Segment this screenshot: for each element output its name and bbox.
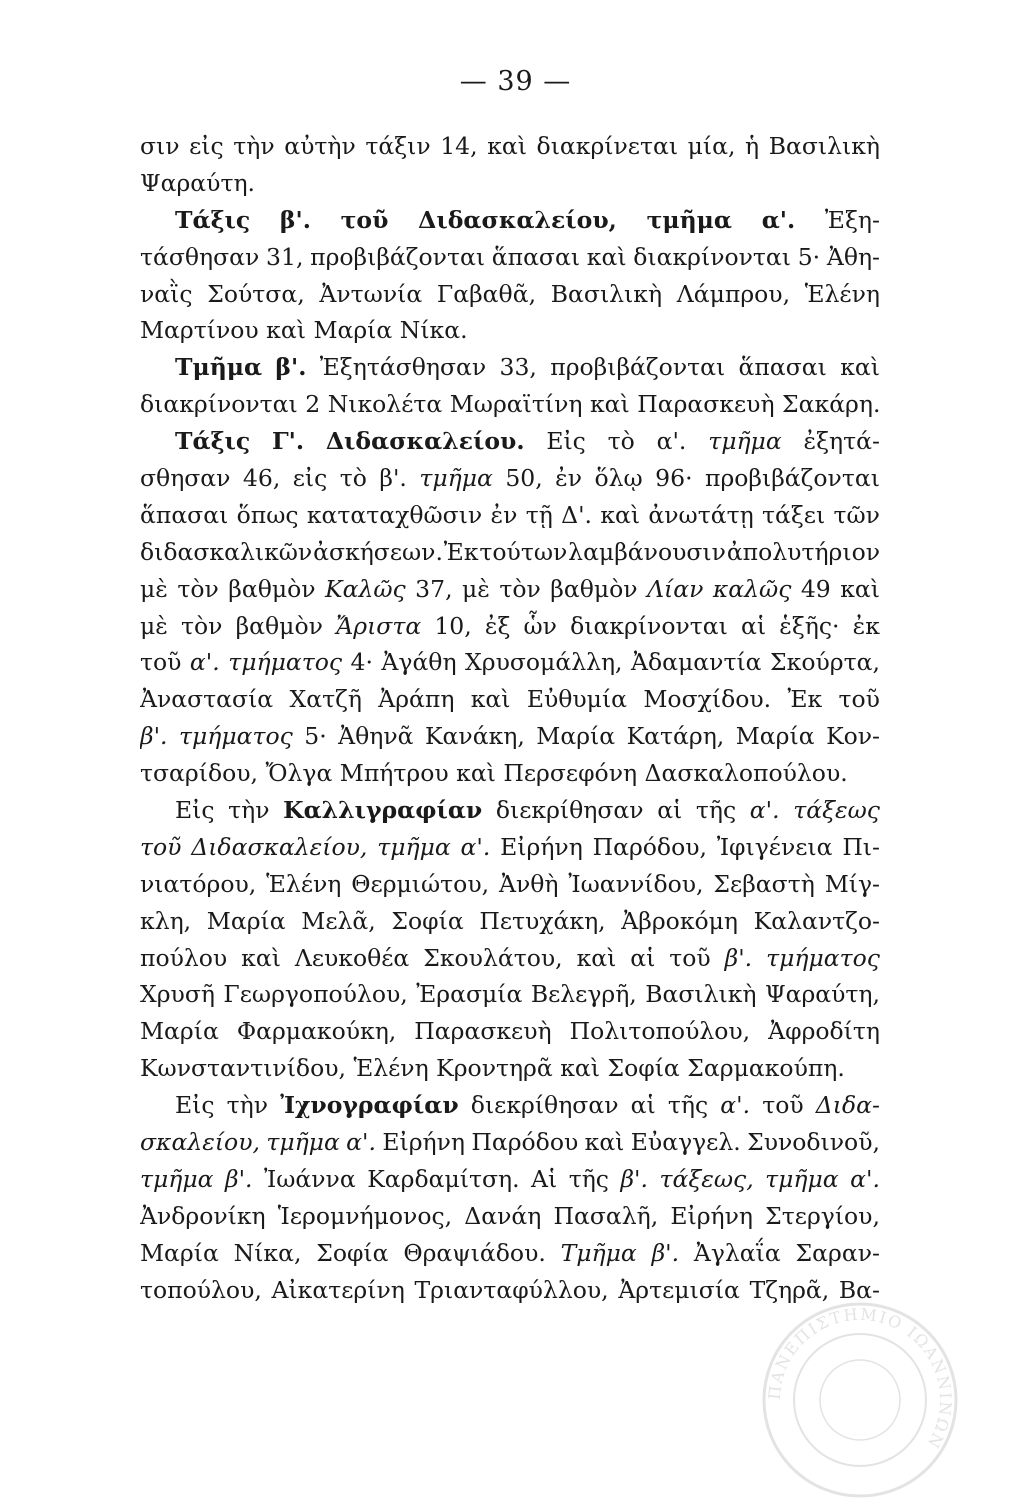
word: Ἑλένη [353,1054,429,1083]
word: Ψαραύτη, [764,980,880,1009]
word: προβιβάζονται [550,353,726,382]
text-line [140,571,880,608]
word: ὅλῳ [594,464,643,493]
word: Βασιλικὴ [550,279,663,308]
word: καλῶς [712,574,792,603]
word: Μαρία [206,906,286,935]
word: μὲ [462,574,490,603]
word: διακρίνονται [633,242,792,271]
word: Λίαν [647,574,704,603]
word: α'. [749,796,780,825]
word: εἰς [189,132,224,160]
word: τῶν [833,500,880,529]
word: ἅπασαι [491,242,581,271]
word: Ἐκ [787,685,823,714]
word: Τμῆμα [560,1238,637,1267]
word: Μωραϊτίνη [449,390,583,419]
word: Δασκαλοπούλου. [644,759,848,788]
word: Ἀρτεμισία [618,1275,740,1304]
word: Εἰρήνη [382,1128,465,1157]
seal-text: ΠΑΝΕΠΙΣΤΗΜΙΟ ΙΩΑΝΝΙΝΩΝ [764,1304,956,1453]
text-line [140,386,880,423]
word: Εἰς [175,1091,215,1120]
word: διακρίνονται [140,390,298,419]
word: Ἰφιγένεια [716,832,833,861]
word: τοῦ [669,943,711,972]
word: τοῦ [838,685,880,714]
word: Εἰς [546,427,586,456]
word: Πολιτοπούλου, [569,1017,751,1046]
text-line [140,608,880,645]
word: αἱ [630,943,656,972]
word: Ἱερομνήμονος, [277,1201,453,1230]
word: Παρασκευὴ [414,1017,552,1046]
word: ὅπως [236,500,299,529]
word: μὲ [140,611,168,640]
word: καὶ [584,1128,625,1157]
word: β'. [279,205,311,234]
word: Ἐξη- [824,205,880,234]
word: Μελᾶ, [301,906,376,935]
word: τὸν [177,574,219,603]
word: καὶ [600,500,641,529]
word: Μίγ- [824,869,880,898]
library-seal-watermark [760,1300,960,1500]
word: Σακάρη. [782,390,880,419]
word: Σκούρτα, [770,648,880,677]
word: Δ'. [561,500,593,529]
word: Γ'. [271,427,305,456]
text-line [140,497,880,534]
word: ὧν [523,611,557,640]
word: Μαρία [313,316,393,345]
word: σιν [140,132,180,160]
word: Χρυσῆ [140,980,215,1009]
word: Καλῶς [325,574,406,603]
word: ἐξ [484,611,511,640]
word: τὴν [226,1091,269,1120]
word: Τζηρᾶ, [749,1275,830,1304]
word: τὴν [233,132,275,160]
word: 33, [499,353,537,382]
word: Λάμπρου, [676,279,791,308]
page-number: — 39 — [459,66,572,97]
word: Μαρία [140,1238,219,1267]
word: μὲ [140,574,168,603]
word: β'. [724,943,753,972]
word: Μπήτρου [339,759,449,788]
word: 5· [797,242,821,271]
word: ἐκ [852,611,880,640]
word: Γαβαθᾶ, [436,279,537,308]
word: τμήματος [766,943,880,972]
word: α'. [761,205,796,234]
word: Στεργίου, [765,1201,880,1230]
word: τμῆμα [765,1164,839,1193]
word: τοπούλου, [140,1275,262,1304]
word: Εἰς [175,796,215,825]
word: Ἰωαννίδου, [568,869,704,898]
word: Χατζῆ [289,685,362,714]
word: 46, [242,464,281,493]
word: Πασαλῆ, [553,1201,659,1230]
word: αἱ [657,796,683,825]
word: Παρασκευὴ [637,390,775,419]
word: κλη, [140,906,192,935]
word: ἅπασαι [738,353,827,382]
word: Ἀφροδίτη [768,1017,880,1046]
word: καὶ [560,1054,601,1083]
word: αἱ [630,1091,656,1120]
word: Ἑλένη [266,869,342,898]
word: εἰς [292,464,328,493]
word: Ἀνδρονίκη [140,1201,266,1230]
word: β'. [620,1164,648,1193]
word: Ἐρασμία [416,980,523,1009]
word: Ἐξητάσθησαν [319,353,487,382]
word: Φαρμακούκη, [236,1017,397,1046]
word: Παρόδου [471,1128,579,1157]
word: βαθμὸν [550,574,638,603]
text-line [140,829,880,866]
word: 14, [440,132,478,160]
word: α'. [720,1091,751,1120]
word: αἱ [740,611,767,640]
word: Κωνσταντινίδου, [140,1054,346,1083]
word: ἑξῆς· [779,611,840,640]
word: πούλου [140,943,228,972]
word: Πετυχάκη, [479,906,606,935]
word: τὸν [181,611,223,640]
word: Δανάη [464,1201,542,1230]
word: Αἰκατερίνη [271,1275,405,1304]
word: Ἀθη- [826,242,880,271]
word: τῆς [568,1164,609,1193]
word: α'. [656,427,687,456]
word: 2 [305,390,321,419]
word: 31, [266,242,304,271]
text-line [140,1198,880,1235]
word: ἐν [490,500,518,529]
word: τμῆμα [646,205,732,234]
text-line [140,1013,880,1050]
word: Ἄριστα [336,611,422,640]
text-line [140,1087,880,1124]
word: τὴν [228,796,270,825]
word: Ἀδαμαντία [631,648,762,677]
word: τμῆμα [377,832,451,861]
word: α'. [460,832,491,861]
word: Ἀναστασία [140,685,274,714]
word: Θραψιάδου. [403,1238,546,1267]
text-line [140,792,880,829]
text-line [140,165,880,202]
word: καὶ [266,316,306,345]
word: τῆς [695,796,737,825]
word: Ἀβροκόμη [621,906,739,935]
word: Ἐκ [443,537,479,566]
text-line [140,1235,880,1272]
word: καὶ [576,943,617,972]
word: Σαρμακούπη. [687,1054,845,1083]
word: ἀνωτάτῃ [648,500,754,529]
word: Μοσχίδου. [643,685,772,714]
text-line [140,276,880,313]
word: προβιβάζονται [310,242,486,271]
word: ἡ [745,132,760,160]
word: α'. [850,1164,880,1193]
word: διεκρίθησαν [470,1091,619,1120]
word: Τάξις [175,205,251,234]
word: τμῆμα [266,1128,340,1157]
word: Βελεγρῆ, [530,980,637,1009]
word: Σοφία [316,1238,389,1267]
word: τὸ [607,427,635,456]
word: 96· [655,464,693,493]
text-line [140,239,880,276]
word: Ἀντωνία [319,279,423,308]
text-line [140,976,880,1013]
word: τμήματος [228,648,343,677]
word: Ἰωάννα [264,1164,356,1193]
word: καὶ [840,574,880,603]
word: Ἀγάθη [381,648,457,677]
text-line [140,940,880,977]
word: Σοφία [391,906,464,935]
word: 37, [415,574,453,603]
word: καὶ [241,943,281,972]
word: καταταχθῶσιν [306,500,483,529]
word: Παρόδου, [592,832,707,861]
word: Σοφία [607,1054,680,1083]
text-line [140,1161,880,1198]
word: μία, [687,132,736,160]
word: Γεωργοπούλου, [223,980,408,1009]
word: α'. [346,1128,376,1157]
word: τοῦ [340,205,389,234]
word: διακρίνονται [570,611,728,640]
word: καὶ [840,353,880,382]
word: Λευκοθέα [294,943,410,972]
word: Ψαραύτη. [140,168,255,197]
word: Ἀράπη [378,685,455,714]
word: Σεβαστὴ [713,869,815,898]
word: ἅπασαι [140,500,229,529]
word: β'. [140,722,168,751]
word: Βασιλικὴ [768,132,880,160]
word: προβιβάζονται [705,464,880,493]
word: διακρίνεται [536,132,679,160]
word: καὶ [470,685,511,714]
word: Ἰχνογραφίαν [280,1091,459,1120]
word: Σκουλάτου, [423,943,563,972]
word: τμῆμα [708,427,782,456]
word: Νικολέτα [327,390,443,419]
word: τάξεως, [659,1164,754,1193]
word: Μαρία [536,722,616,751]
word: Περσεφόνη [503,759,638,788]
word: Κον- [826,722,880,751]
word: τμῆμα [140,1164,214,1193]
word: Τριανταφύλλου, [414,1275,609,1304]
word: Χρυσομάλλη, [465,648,623,677]
word: καὶ [589,390,630,419]
word: τμήματος [179,722,293,751]
word: σθησαν [140,464,231,493]
word: βαθμὸν [228,574,316,603]
word: Τμῆμα [175,353,263,382]
word: Ἀθηνᾶ [338,722,414,751]
svg-text:ΠΑΝΕΠΙΣΤΗΜΙΟ ΙΩΑΝΝΙΝΩΝ [765,1305,956,1453]
text-line [140,866,880,903]
word: 10, [434,611,472,640]
word: Πι- [842,832,880,861]
word: Καλλιγραφίαν [283,796,483,825]
word: Ἑλένη [804,279,880,308]
word: 49 [800,574,831,603]
word: Θερμιώτου, [351,869,490,898]
word: τσαρίδου, [140,759,258,788]
word: τὸν [499,574,541,603]
word: Εἰρήνη [500,832,583,861]
word: διεκρίθησαν [495,796,644,825]
word: τοῦ [140,648,182,677]
text-line [140,202,880,239]
word: 50, [505,464,543,493]
word: β'. [379,464,407,493]
word: τάξεως [793,796,880,825]
word: ἀπολυτήριον [726,537,880,566]
word: 4· [350,648,373,677]
word: ἀσκήσεων. [313,537,443,566]
word: Σαραν- [795,1238,880,1267]
document-body [140,128,880,1309]
word: Εὐθυμία [526,685,628,714]
text-line [140,460,880,497]
text-line [140,534,880,571]
word: Νίκα, [233,1238,302,1267]
word: τοῦ [140,832,182,861]
text-line [140,718,880,755]
word: λαμβάνουσιν [568,537,726,566]
word: Νίκα. [399,316,468,345]
text-line [140,312,880,349]
word: Διδασκαλείου. [325,427,525,456]
word: Τάξις [175,427,251,456]
text-line [140,1050,880,1087]
word: τάσθησαν [140,242,260,271]
word: τούτων [479,537,568,566]
word: Διδασκαλείου, [191,832,368,861]
word: β'. [224,1164,253,1193]
word: Αἱ [531,1164,558,1193]
text-line [140,1124,880,1161]
text-line [140,349,880,386]
word: Ἀγλαΐα [693,1238,781,1267]
word: Καρδαμίτση. [367,1164,520,1193]
word: τάξιν [365,132,431,160]
word: Διδα- [815,1091,880,1120]
word: τάξει [761,500,826,529]
text-line [140,755,880,792]
word: αὐτὴν [284,132,356,160]
word: Μαρτίνου [140,316,259,345]
text-line [140,903,880,940]
word: καὶ [487,132,527,160]
word: βαθμὸν [235,611,323,640]
word: τοῦ [762,1091,804,1120]
word: 5· [304,722,327,751]
word: Βα- [838,1275,880,1304]
word: β'. [275,353,307,382]
text-line [140,681,880,718]
text-line [140,644,880,681]
word: καὶ [456,759,496,788]
word: σκαλείου, [140,1128,260,1157]
text-line [140,128,880,165]
text-line [140,423,880,460]
word: Κροντηρᾶ [436,1054,553,1083]
word: τῇ [525,500,553,529]
word: τῆς [667,1091,709,1120]
word: καὶ [586,242,627,271]
word: Καλαντζο- [753,906,880,935]
word: διδασκαλικῶν [140,537,313,566]
word: Μαρία [735,722,815,751]
word: τὸ [339,464,367,493]
word: Εὐαγγελ. [630,1128,741,1157]
word: ναῒς [140,279,193,308]
word: Μαρία [140,1017,219,1046]
word: Εἰρήνη [670,1201,754,1230]
word: Ὄλγα [265,759,333,788]
word: Κατάρη, [626,722,725,751]
word: Βασιλικὴ [645,980,757,1009]
word: νιατόρου, [140,869,257,898]
word: Σούτσα, [207,279,305,308]
word: τμῆμα [419,464,493,493]
word: ἐξητά- [803,427,880,456]
word: Συνοδινοῦ, [747,1128,880,1157]
word: β'. [651,1238,680,1267]
word: ἐν [555,464,583,493]
word: Ἀνθὴ [499,869,559,898]
word: α'. [189,648,220,677]
word: Κανάκη, [425,722,525,751]
word: Διδασκαλείου, [418,205,617,234]
